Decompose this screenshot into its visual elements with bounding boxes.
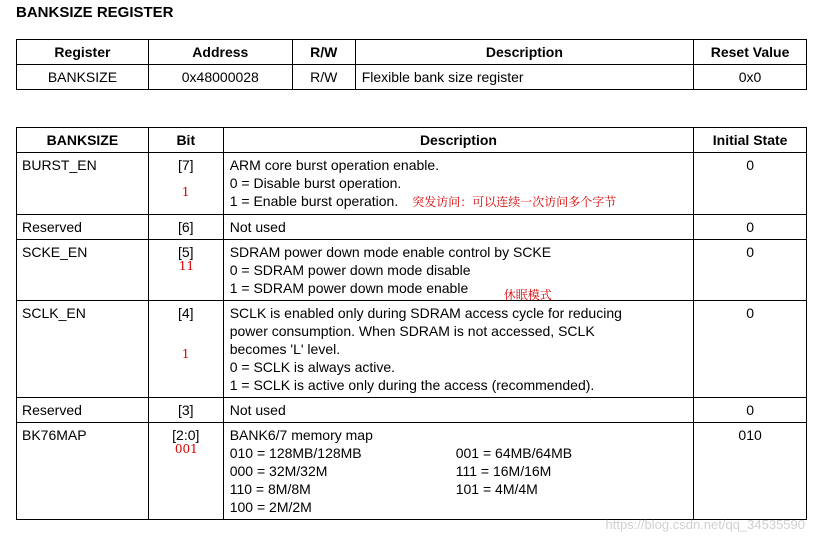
cell-register: BANKSIZE <box>17 65 149 90</box>
header-reset-value: Reset Value <box>694 40 807 65</box>
description-line: SCLK is enabled only during SDRAM access cycle for reducing <box>229 305 622 321</box>
field-bit <box>148 153 223 215</box>
field-initial-state: 0 <box>694 215 807 240</box>
table-row <box>17 215 807 240</box>
header-banksize: BANKSIZE <box>17 128 149 153</box>
table-row <box>17 153 807 215</box>
handwritten-annotation: 001 <box>174 442 198 456</box>
field-initial-state: 0 <box>694 153 807 215</box>
field-bit <box>148 301 223 398</box>
table-row <box>17 398 807 423</box>
field-name: SCLK_EN <box>17 301 149 398</box>
table-row <box>17 240 807 301</box>
field-bit: [3] <box>148 398 223 423</box>
description-line: 0 = SCLK is always active. <box>229 359 396 375</box>
description-line: becomes 'L' level. <box>229 341 341 357</box>
header-rw: R/W <box>292 40 355 65</box>
bit-value: [2:0] <box>172 427 200 443</box>
table-row <box>17 423 807 520</box>
map-option: 000 = 32M/32M <box>229 463 328 479</box>
field-bit: [6] <box>148 215 223 240</box>
bit-value: [7] <box>177 157 194 173</box>
field-name: BK76MAP <box>17 423 149 520</box>
table-header-row <box>17 128 807 153</box>
description-line: 1 = Enable burst operation. <box>229 193 399 209</box>
bit-value: [5] <box>177 244 194 260</box>
handwritten-annotation: 1 <box>181 347 190 361</box>
cell-reset-value: 0x0 <box>694 65 807 90</box>
header-initial-state: Initial State <box>694 128 807 153</box>
map-option: 101 = 4M/4M <box>455 481 538 497</box>
map-option: 110 = 8M/8M <box>229 481 311 497</box>
field-bit <box>148 240 223 301</box>
description-line: power consumption. When SDRAM is not accessed, SCLK <box>229 323 595 339</box>
watermark: https://blog.csdn.net/qq_34535590 <box>605 517 805 532</box>
header-bit: Bit <box>148 128 223 153</box>
description-line: BANK6/7 memory map <box>229 427 373 443</box>
page-title: BANKSIZE REGISTER <box>16 4 174 21</box>
map-option: 100 = 2M/2M <box>229 499 312 515</box>
handwritten-annotation: 11 <box>178 259 195 273</box>
field-initial-state: 0 <box>694 240 807 301</box>
field-description <box>223 423 693 520</box>
bit-field-table <box>16 127 807 520</box>
handwritten-annotation: 突发访问：可以连续一次访问多个字节 <box>412 195 617 209</box>
field-description <box>223 301 693 398</box>
field-description: Not used <box>223 398 693 423</box>
map-option: 111 = 16M/16M <box>455 463 552 479</box>
header-description: Description <box>355 40 693 65</box>
table-row <box>17 65 807 90</box>
memory-map-options <box>230 444 687 516</box>
header-register: Register <box>17 40 149 65</box>
description-line: SDRAM power down mode enable control by SCKE <box>229 244 552 260</box>
field-description <box>223 240 693 301</box>
header-description: Description <box>223 128 693 153</box>
bit-value: [4] <box>177 305 194 321</box>
field-name: Reserved <box>17 398 149 423</box>
description-line: 1 = SDRAM power down mode enable <box>229 280 469 296</box>
field-description: Not used <box>223 215 693 240</box>
field-initial-state: 0 <box>694 398 807 423</box>
description-line: 1 = SCLK is active only during the access (recommended). <box>229 377 595 393</box>
handwritten-annotation: 1 <box>181 185 190 199</box>
field-bit <box>148 423 223 520</box>
cell-address: 0x48000028 <box>148 65 292 90</box>
handwritten-annotation: 休眠模式 <box>503 288 552 302</box>
field-name: SCKE_EN <box>17 240 149 301</box>
cell-description: Flexible bank size register <box>355 65 693 90</box>
field-name: Reserved <box>17 215 149 240</box>
field-name: BURST_EN <box>17 153 149 215</box>
table-header-row <box>17 40 807 65</box>
field-initial-state: 0 <box>694 301 807 398</box>
field-initial-state: 010 <box>694 423 807 520</box>
table-row <box>17 301 807 398</box>
description-line: 0 = Disable burst operation. <box>229 175 402 191</box>
map-option: 001 = 64MB/64MB <box>455 445 573 461</box>
register-summary-table <box>16 39 807 90</box>
map-option: 010 = 128MB/128MB <box>229 445 362 461</box>
description-line: ARM core burst operation enable. <box>229 157 440 173</box>
description-line: 0 = SDRAM power down mode disable <box>229 262 471 278</box>
field-description <box>223 153 693 215</box>
header-address: Address <box>148 40 292 65</box>
cell-rw: R/W <box>292 65 355 90</box>
